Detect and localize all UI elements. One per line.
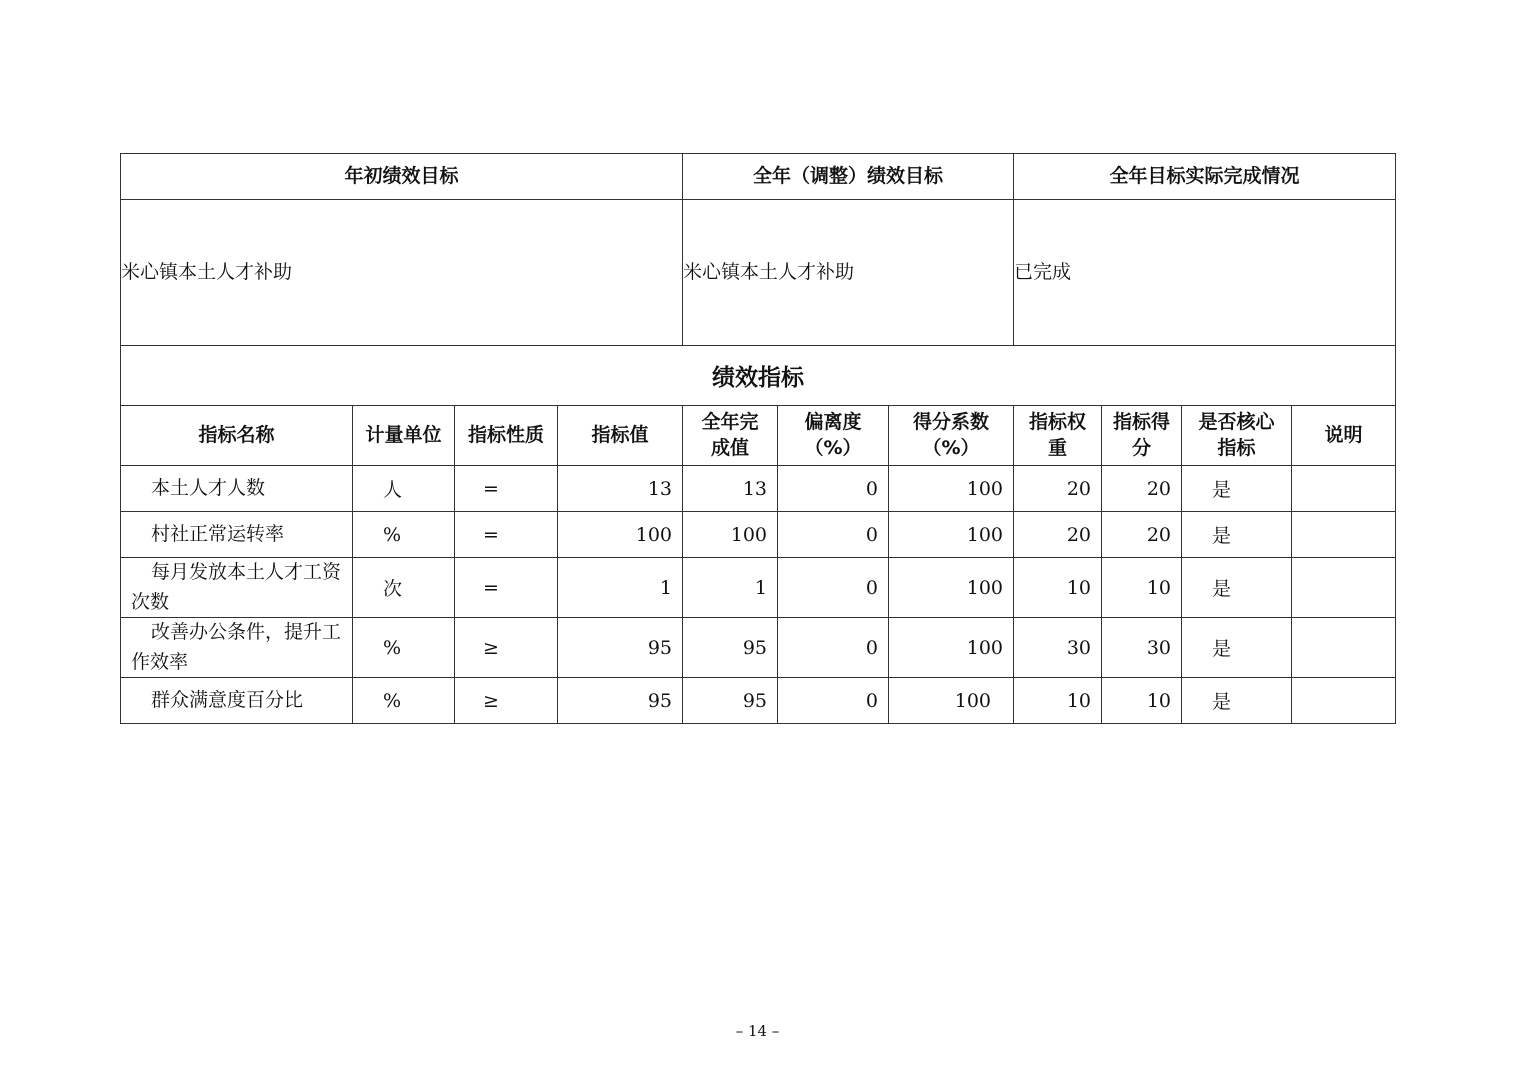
column-header [1014,406,1102,466]
indicator-name-cell: 群众满意度百分比 [121,678,353,724]
nature-cell: ≥ [455,678,558,724]
initial-goal-value: 米心镇本土人才补助 [121,200,683,346]
target-value-cell: 13 [558,466,683,512]
score-coefficient-cell: 100 [889,512,1014,558]
weight-cell: 20 [1014,512,1102,558]
unit-cell: % [353,512,455,558]
initial-goal-header: 年初绩效目标 [121,154,683,200]
column-header [1102,406,1182,466]
score-cell: 20 [1102,512,1182,558]
column-header-line1: 偏离度 [804,410,862,433]
section-title-row [121,346,1396,406]
score-coefficient-cell: 100 [889,466,1014,512]
score-cell: 30 [1102,618,1182,678]
deviation-cell: 0 [778,512,889,558]
column-header-line1: 说明 [1324,423,1363,446]
page-number: – 14 – [735,1022,780,1040]
weight-cell: 30 [1014,618,1102,678]
is-core-cell: 是 [1182,558,1292,618]
nature-cell: ≥ [455,618,558,678]
actual-completion-header: 全年目标实际完成情况 [1014,154,1396,200]
column-header [778,406,889,466]
nature-cell: = [455,466,558,512]
note-cell [1292,466,1396,512]
actual-completion-value: 已完成 [1014,200,1396,346]
unit-cell: % [353,618,455,678]
target-value-cell: 1 [558,558,683,618]
indicator-name-cell: 村社正常运转率 [121,512,353,558]
score-cell: 20 [1102,466,1182,512]
column-header-line1: 指标值 [591,423,649,446]
unit-cell: 人 [353,466,455,512]
is-core-cell: 是 [1182,678,1292,724]
weight-cell: 20 [1014,466,1102,512]
column-header [1292,406,1396,466]
nature-cell: = [455,558,558,618]
indicator-name-cell: 改善办公条件，提升工作效率 [121,618,353,678]
note-cell [1292,558,1396,618]
column-header-line1: 是否核心 [1198,410,1275,433]
unit-cell: % [353,678,455,724]
score-coefficient-cell: 100 [889,618,1014,678]
target-value-cell: 95 [558,678,683,724]
adjusted-goal-header: 全年（调整）绩效目标 [683,154,1014,200]
indicator-name-cell: 本土人才人数 [121,466,353,512]
table-row [121,512,1396,558]
indicator-name-cell: 每月发放本土人才工资次数 [121,558,353,618]
column-header-line1: 指标名称 [198,423,275,446]
column-header-line2: 分 [1132,436,1152,459]
actual-value-cell: 13 [683,466,778,512]
adjusted-goal-value: 米心镇本土人才补助 [683,200,1014,346]
column-header-line2: （%） [922,436,980,459]
is-core-cell: 是 [1182,618,1292,678]
column-header [1182,406,1292,466]
column-header-line2: 成值 [711,436,750,459]
target-value-cell: 95 [558,618,683,678]
column-header-row [121,406,1396,466]
score-cell: 10 [1102,558,1182,618]
note-cell [1292,512,1396,558]
column-header [455,406,558,466]
column-header [353,406,455,466]
score-coefficient-cell: 100 [889,558,1014,618]
performance-table [120,153,1396,724]
column-header-line1: 指标权 [1029,410,1087,433]
table-row [121,466,1396,512]
note-cell [1292,678,1396,724]
actual-value-cell: 1 [683,558,778,618]
column-header-line1: 指标得 [1113,410,1171,433]
deviation-cell: 0 [778,558,889,618]
column-header-line1: 全年完 [701,410,759,433]
column-header-line2: 指标 [1217,436,1256,459]
actual-value-cell: 95 [683,678,778,724]
indicator-rows [121,466,1396,724]
nature-cell: = [455,512,558,558]
column-header-line1: 计量单位 [365,423,442,446]
score-cell: 10 [1102,678,1182,724]
deviation-cell: 0 [778,466,889,512]
column-header [558,406,683,466]
actual-value-cell: 95 [683,618,778,678]
column-header-line1: 指标性质 [467,423,544,446]
score-coefficient-cell: 100 [889,678,1014,724]
goals-header-row [121,154,1396,200]
goals-value-row [121,200,1396,346]
is-core-cell: 是 [1182,512,1292,558]
column-header [683,406,778,466]
weight-cell: 10 [1014,558,1102,618]
column-header-line2: （%） [804,436,862,459]
note-cell [1292,618,1396,678]
deviation-cell: 0 [778,618,889,678]
target-value-cell: 100 [558,512,683,558]
weight-cell: 10 [1014,678,1102,724]
table-row [121,618,1396,678]
actual-value-cell: 100 [683,512,778,558]
table-row [121,678,1396,724]
table-row [121,558,1396,618]
column-header-line2: 重 [1048,436,1068,459]
section-title: 绩效指标 [121,346,1396,406]
is-core-cell: 是 [1182,466,1292,512]
unit-cell: 次 [353,558,455,618]
deviation-cell: 0 [778,678,889,724]
column-header [121,406,353,466]
column-header-line1: 得分系数 [913,410,990,433]
column-header [889,406,1014,466]
